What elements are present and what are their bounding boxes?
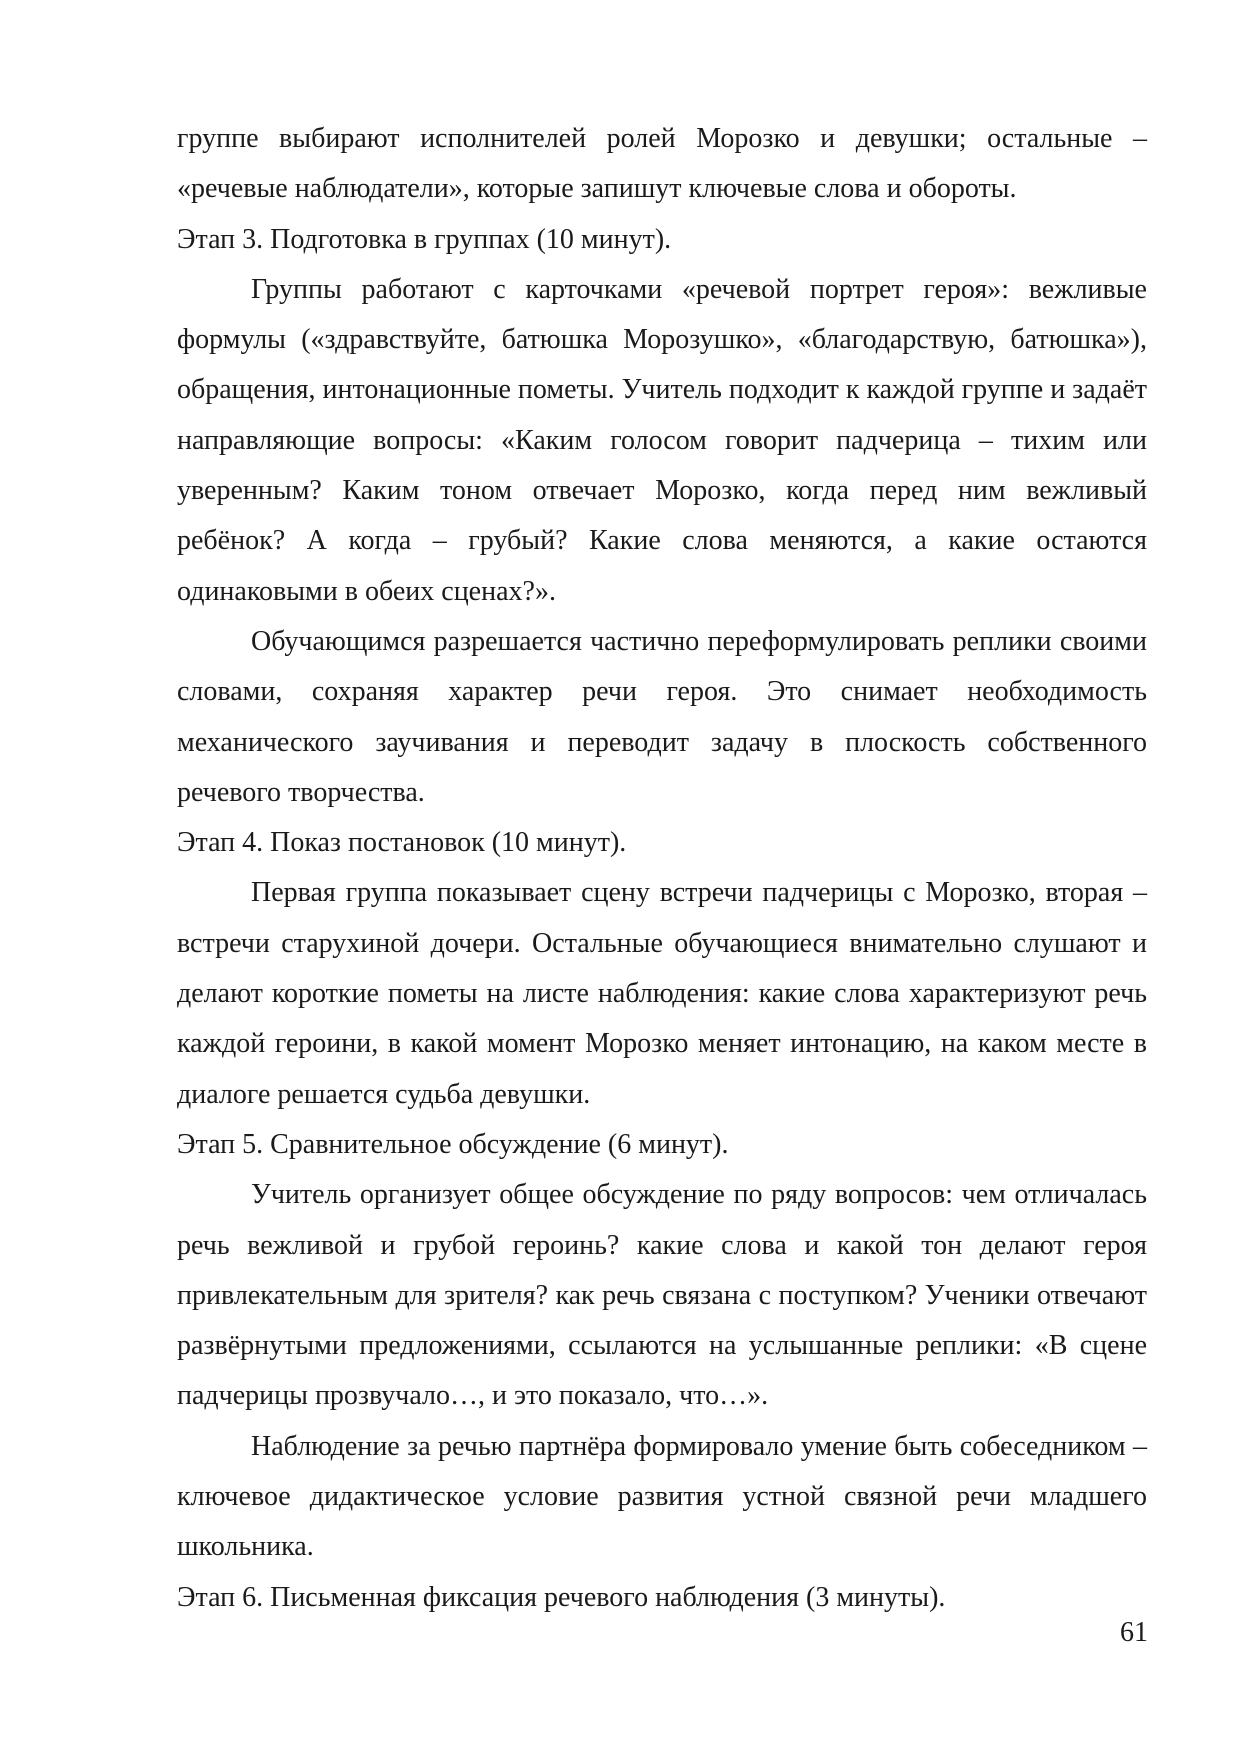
stage-5-heading: Этап 5. Сравнительное обсуждение (6 минут).: [177, 1128, 729, 1160]
stage-6-heading: Этап 6. Письменная фиксация речевого наблюдения (3 минуты).: [177, 1581, 946, 1613]
paragraph-observation: Наблюдение за речью партнёра формировало умение быть собеседником – ключевое дидактическое условие развития устной связной речи младшего школьника.: [177, 1430, 1147, 1563]
page-number: 61: [1120, 1617, 1148, 1648]
paragraph-performance: Первая группа показывает сцену встречи падчерицы с Морозко, вторая – встречи старухиной дочери. Остальные обучающиеся внимательно слушают и делают короткие пометы на листе наблюдения: какие слова характеризуют речь каждой героини, в какой момент Морозко меняет интонацию, на каком месте в диалоге решается судьба девушки.: [177, 877, 1147, 1110]
paragraph-discussion: Учитель организует общее обсуждение по ряду вопросов: чем отличалась речь вежливой и грубой героинь? какие слова и какой тон делают героя привлекательным для зрителя? как речь связана с поступком? Ученики отвечают развёрнутыми предложениями, ссылаются на услышанные реплики: «В сцене падчерицы прозвучало…, и это показало, что…».: [177, 1179, 1147, 1412]
body-text: [177, 114, 1147, 1623]
paragraph-continuation: группе выбирают исполнителей ролей Морозко и девушки; остальные – «речевые наблюдатели», которые запишут ключевые слова и обороты.: [177, 123, 1147, 205]
paragraph-group-work: Группы работают с карточками «речевой портрет героя»: вежливые формулы («здравствуйте, батюшка Морозушко», «благодарствую, батюшка»), обращения, интонационные пометы. Учитель подходит к каждой группе и задаёт направляющие вопросы: «Каким голосом говорит падчерица – тихим или уверенным? Каким тоном отвечает Морозко, когда перед ним вежливый ребёнок? А когда – грубый? Какие слова меняются, а какие остаются одинаковыми в обеих сценах?».: [177, 273, 1148, 607]
paragraph-reformulation: Обучающимся разрешается частично переформулировать реплики своими словами, сохраняя характер речи героя. Это снимает необходимость механического заучивания и переводит задачу в плоскость собственного речевого творчества.: [177, 625, 1147, 808]
stage-3-heading: Этап 3. Подготовка в группах (10 минут).: [177, 223, 672, 255]
stage-4-heading: Этап 4. Показ постановок (10 минут).: [177, 827, 627, 859]
